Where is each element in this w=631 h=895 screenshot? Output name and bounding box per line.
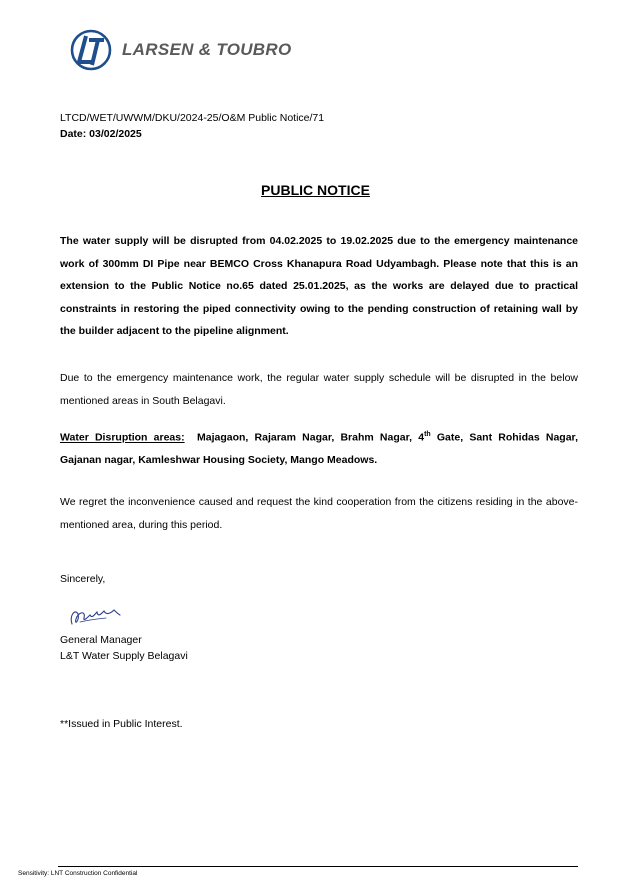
paragraph-areas: [60, 424, 578, 472]
salutation: Sincerely,: [60, 573, 106, 585]
paragraph-apology: We regret the inconvenience caused and request the kind cooperation from the citizens residing in the above-mentioned area, during this period.: [60, 496, 578, 531]
signer-organization: L&T Water Supply Belagavi: [60, 649, 188, 662]
reference-block: [60, 110, 324, 142]
notice-date: Date: 03/02/2025: [60, 128, 142, 140]
areas-list-part1: Majagaon, Rajaram Nagar, Brahm Nagar, 4: [197, 431, 425, 444]
signer-title: General Manager: [60, 634, 142, 646]
reference-number: LTCD/WET/UWWM/DKU/2024-25/O&M Public Notice/71: [60, 112, 325, 124]
areas-superscript: th: [424, 431, 431, 438]
page-title: PUBLIC NOTICE: [261, 182, 370, 198]
areas-label: Water Disruption areas:: [60, 431, 185, 444]
signature-image: [66, 602, 122, 630]
areas-list-part2: Gate, Sant Rohidas Nagar, Gajanan nagar, Kamleshwar Housing Society, Mango Meadows.: [60, 431, 578, 466]
lt-logo-icon: [70, 29, 112, 71]
paragraph-disruption: The water supply will be disrupted from 04.02.2025 to 19.02.2025 due to the emergency maintenance work of 300mm DI Pipe near BEMCO Cross Khanapura Road Udyambagh. Please note that this is an extension to the Public Notice no.65 dated 25.01.2025, as the works are delayed due to practical constraints in restoring the piped connectivity owing to the pending construction of retaining wall by the builder adjacent to the pipeline alignment.: [60, 235, 578, 337]
footer-divider: [58, 866, 578, 867]
issued-note: **Issued in Public Interest.: [60, 718, 183, 730]
company-name: LARSEN & TOUBRO: [122, 40, 292, 59]
paragraph-schedule: Due to the emergency maintenance work, the regular water supply schedule will be disrupted in the below mentioned areas in South Belagavi.: [60, 372, 578, 407]
company-logo: [70, 29, 291, 71]
sensitivity-label: Sensitivity: LNT Construction Confidential: [18, 870, 138, 877]
signer-block: [60, 633, 188, 664]
